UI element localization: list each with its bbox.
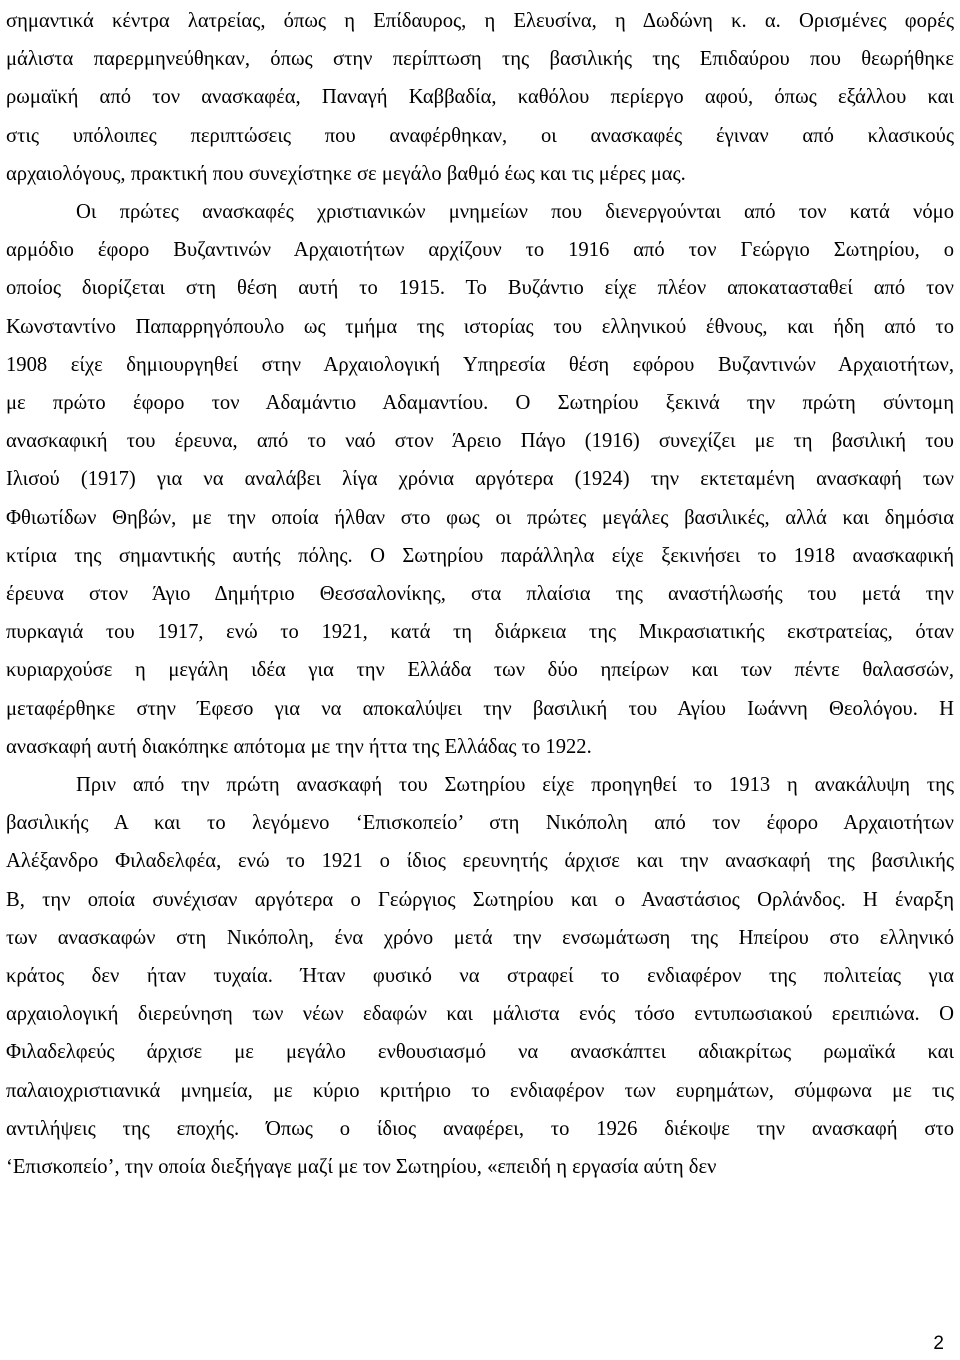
text-line: Αλέξανδρο Φιλαδελφέα, ενώ το 1921 ο ίδιος ερευνητής άρχισε και την ανασκαφή της βασιλικής <box>6 850 954 873</box>
text-line: των ανασκαφών στη Νικόπολη, ένα χρόνο μετά την ενσωμάτωση της Ηπείρου στο ελληνικό <box>6 926 954 949</box>
text-line: μεταφέρθηκε στην Έφεσο για να αποκαλύψει την βασιλική του Αγίου Ιωάννη Θεολόγου. Η <box>6 697 954 720</box>
text-line: ρωμαϊκή από τον ανασκαφέα, Παναγή Καββαδία, καθόλου περίεργο αφού, όπως εξάλλου και <box>6 86 954 109</box>
text-line: έρευνα στον Άγιο Δημήτριο Θεσσαλονίκης, στα πλαίσια της αναστήλωσής του μετά την <box>6 583 954 605</box>
text-line: οποίος διορίζεται στη θέση αυτή το 1915. Το Βυζάντιο είχε πλέον αποκατασταθεί από τον <box>6 277 954 300</box>
text-line: κράτος δεν ήταν τυχαία. Ήταν φυσικό να στραφεί το ενδιαφέρον της πολιτείας για <box>6 965 954 987</box>
text-line: Ιλισού (1917) για να αναλάβει λίγα χρόνια αργότερα (1924) την εκτεταμένη ανασκαφή των <box>6 468 954 491</box>
text-line: 1908 είχε δημιουργηθεί στην Αρχαιολογική Υπηρεσία θέση εφόρου Βυζαντινών Αρχαιοτήτων, <box>6 353 954 376</box>
text-line: Πριν από την πρώτη ανασκαφή του Σωτηρίου είχε προηγηθεί το 1913 η ανακάλυψη της <box>76 774 954 796</box>
text-line: με πρώτο έφορο τον Αδαμάντιο Αδαμαντίου. Ο Σωτηρίου ξεκινά την πρώτη σύντομη <box>6 392 954 414</box>
text-line: ανασκαφή αυτή διακόπηκε απότομα με την ήττα της Ελλάδας το 1922. <box>6 735 592 758</box>
text-line: μάλιστα παρερμηνεύθηκαν, όπως στην περίπτωση της βασιλικής της Επιδαύρου που θεωρήθηκε <box>6 48 954 71</box>
text-line: κτίρια της σημαντικής αυτής πόλης. Ο Σωτηρίου παράλληλα είχε ξεκινήσει το 1918 ανασκαφική <box>6 544 954 567</box>
text-line: αρχαιολογική διερεύνηση των νέων εδαφών και μάλιστα ενός τόσο εντυπωσιακού ερειπιώνα. Ο <box>6 1003 954 1026</box>
text-line: Φιλαδελφεύς άρχισε με μεγάλο ενθουσιασμό να ανασκάπτει αδιακρίτως ρωμαϊκά και <box>6 1041 954 1064</box>
text-line: βασιλικής Α και το λεγόμενο ‘Επισκοπείο’ στη Νικόπολη από τον έφορο Αρχαιοτήτων <box>6 812 954 835</box>
text-line: Β, την οποία συνέχισαν αργότερα ο Γεώργιος Σωτηρίου και ο Αναστάσιος Ορλάνδος. Η έναρξη <box>6 888 954 911</box>
page-number: 2 <box>933 1333 944 1354</box>
text-line: Φθιωτίδων Θηβών, με την οποία ήλθαν στο φως οι πρώτες μεγάλες βασιλικές, αλλά και δημόσια <box>6 506 954 529</box>
text-line: αρχαιολόγους, πρακτική που συνεχίστηκε σε μεγάλο βαθμό έως και τις μέρες μας. <box>6 162 686 185</box>
text-line: Κωνσταντίνο Παπαρρηγόπουλο ως τμήμα της ιστορίας του ελληνικού έθνους, και ήδη από το <box>6 315 954 338</box>
text-line: πυρκαγιά του 1917, ενώ το 1921, κατά τη διάρκεια της Μικρασιατικής εκστρατείας, όταν <box>6 621 954 644</box>
text-line: ανασκαφική του έρευνα, από το ναό στον Άρειο Πάγο (1916) συνεχίζει με τη βασιλική του <box>6 430 954 453</box>
text-line: κυριαρχούσε η μεγάλη ιδέα για την Ελλάδα των δύο ηπείρων και των πέντε θαλασσών, <box>6 659 954 682</box>
text-line: Οι πρώτες ανασκαφές χριστιανικών μνημείων που διενεργούνται από τον κατά νόμο <box>76 201 954 223</box>
text-line: παλαιοχριστιανικά μνημεία, με κύριο κριτήριο το ενδιαφέρον των ευρημάτων, σύμφωνα με τις <box>6 1079 954 1102</box>
text-line: ‘Επισκοπείο’, την οποία διεξήγαγε μαζί με τον Σωτηρίου, «επειδή η εργασία αύτη δεν <box>6 1156 717 1178</box>
text-line: αρμόδιο έφορο Βυζαντινών Αρχαιοτήτων αρχίζουν το 1916 από τον Γεώργιο Σωτηρίου, ο <box>6 239 954 262</box>
text-line: στις υπόλοιπες περιπτώσεις που αναφέρθηκαν, οι ανασκαφές έγιναν από κλασικούς <box>6 124 954 147</box>
text-line: αντιλήψεις της εποχής. Όπως ο ίδιος αναφέρει, το 1926 διέκοψε την ανασκαφή στο <box>6 1117 954 1140</box>
text-line: σημαντικά κέντρα λατρείας, όπως η Επίδαυρος, η Ελευσίνα, η Δωδώνη κ. α. Ορισμένες φορές <box>6 10 954 32</box>
